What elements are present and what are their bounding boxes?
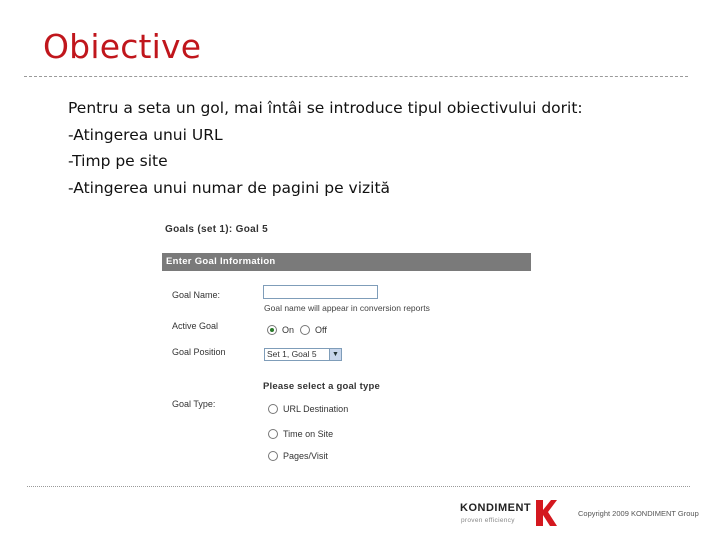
- goal-position-label: Goal Position: [172, 347, 226, 357]
- slide-body: [68, 95, 583, 201]
- copyright-text: Copyright 2009 KONDIMENT Group: [578, 509, 699, 518]
- kondiment-k-logo: [534, 498, 558, 528]
- goal-type-label: Goal Type:: [172, 399, 216, 409]
- goal-type-url-option[interactable]: [268, 404, 348, 414]
- goal-form-heading: Goals (set 1): Goal 5: [165, 224, 268, 235]
- active-goal-label: Active Goal: [172, 321, 219, 331]
- radio-button[interactable]: [267, 325, 277, 335]
- radio-button[interactable]: [268, 429, 278, 439]
- goal-form-screenshot: [162, 218, 532, 466]
- title-divider: [24, 76, 688, 77]
- goal-type-pages-option[interactable]: [268, 451, 328, 461]
- body-line-pages: -Atingerea unui numar de pagini pe vizită: [68, 178, 391, 197]
- goal-name-input[interactable]: [263, 285, 378, 299]
- radio-button[interactable]: [268, 404, 278, 414]
- body-line-intro: Pentru a seta un gol, mai întâi se introduce tipul obiectivului dorit:: [68, 99, 583, 117]
- goal-type-prompt: Please select a goal type: [263, 381, 380, 392]
- active-on-option[interactable]: [267, 325, 294, 335]
- active-off-label: Off: [315, 325, 327, 335]
- goal-type-time-label: Time on Site: [283, 429, 334, 439]
- goal-type-url-label: URL Destination: [283, 404, 349, 414]
- radio-button[interactable]: [268, 451, 278, 461]
- goal-position-select[interactable]: [264, 348, 342, 361]
- body-line-time: -Timp pe site: [68, 152, 168, 170]
- select-arrow-icon[interactable]: ▼: [329, 349, 341, 360]
- goal-name-hint: Goal name will appear in conversion reports: [264, 303, 430, 313]
- goal-position-value: Set 1, Goal 5: [267, 349, 317, 359]
- active-off-option[interactable]: [300, 325, 327, 335]
- logo-tagline: proven efficiency: [461, 517, 515, 524]
- goal-name-label: Goal Name:: [172, 290, 221, 300]
- enter-goal-info-bar: Enter Goal Information: [162, 253, 531, 271]
- goal-type-time-option[interactable]: [268, 429, 333, 439]
- slide-title: Obiective: [43, 27, 202, 66]
- radio-button[interactable]: [300, 325, 310, 335]
- footer-divider: [27, 486, 690, 487]
- goal-type-pages-label: Pages/Visit: [283, 451, 328, 461]
- logo-wordmark: KONDIMENT: [460, 502, 532, 514]
- body-line-url: -Atingerea unui URL: [68, 125, 223, 144]
- kondiment-logo: [460, 498, 560, 530]
- active-on-label: On: [282, 325, 295, 335]
